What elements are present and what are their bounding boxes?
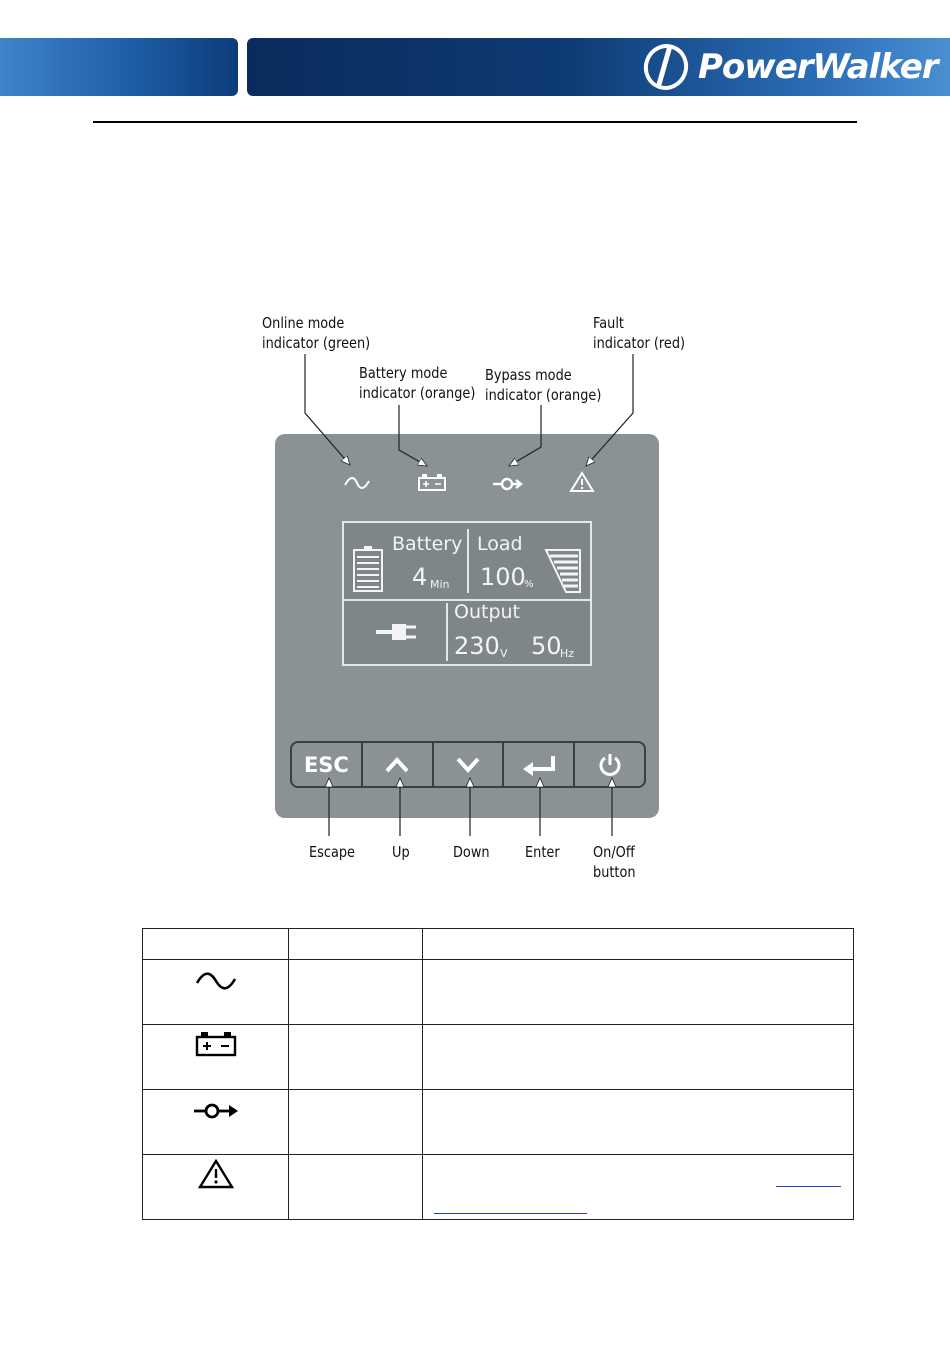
brand-name: PowerWalker <box>698 47 938 87</box>
annotation-bypass: Bypass mode indicator (orange) <box>485 366 602 404</box>
table-header-row <box>143 929 854 960</box>
annotation-enter: Enter <box>525 843 560 861</box>
annotation-down: Down <box>453 843 490 861</box>
lcd-battery-label: Battery <box>392 533 463 555</box>
online-mode-icon <box>194 970 238 992</box>
annotation-fault: Fault indicator (red) <box>593 314 686 352</box>
table-header-cell <box>423 929 854 960</box>
table-header-cell <box>143 929 289 960</box>
lcd-voltage-value: 230 <box>454 632 500 660</box>
fault-icon <box>198 1159 234 1189</box>
lcd-load-value: 100 <box>480 563 526 591</box>
table-cell <box>423 1090 854 1155</box>
table-row <box>143 960 854 1025</box>
annotation-onoff: On/Off button <box>593 843 636 881</box>
lcd-voltage-unit: V <box>500 647 508 660</box>
table-icon-cell <box>143 1155 289 1220</box>
battery-mode-icon <box>195 1031 237 1057</box>
cross-reference-link[interactable] <box>776 1186 841 1187</box>
table-row <box>143 1090 854 1155</box>
table-row <box>143 1155 854 1220</box>
lcd-output-label: Output <box>454 601 520 623</box>
table-cell <box>289 960 423 1025</box>
bypass-mode-icon <box>192 1100 240 1120</box>
lcd-frequency-value: 50 <box>531 632 562 660</box>
cross-reference-link-continued[interactable] <box>434 1213 587 1214</box>
annotation-battery: Battery mode indicator (orange) <box>359 364 476 402</box>
annotation-online: Online mode indicator (green) <box>262 314 371 352</box>
table-cell <box>289 1025 423 1090</box>
annotation-up: Up <box>392 843 410 861</box>
annotation-escape: Escape <box>309 843 355 861</box>
table-header-cell <box>289 929 423 960</box>
table-cell <box>289 1090 423 1155</box>
table-icon-cell <box>143 960 289 1025</box>
lcd-load-label: Load <box>477 533 523 555</box>
lcd-frequency-unit: Hz <box>560 647 575 660</box>
table-cell <box>423 960 854 1025</box>
lcd-battery-value: 4 <box>412 563 428 591</box>
table-cell <box>289 1155 423 1220</box>
table-cell <box>423 1155 854 1220</box>
table-icon-cell <box>143 1025 289 1090</box>
esc-button[interactable]: ESC <box>292 743 363 786</box>
table-icon-cell <box>143 1090 289 1155</box>
lcd-battery-unit: Min <box>430 578 450 591</box>
table-cell <box>423 1025 854 1090</box>
table-row <box>143 1025 854 1090</box>
lcd-load-unit: % <box>524 579 534 590</box>
indicator-table <box>142 928 854 1220</box>
